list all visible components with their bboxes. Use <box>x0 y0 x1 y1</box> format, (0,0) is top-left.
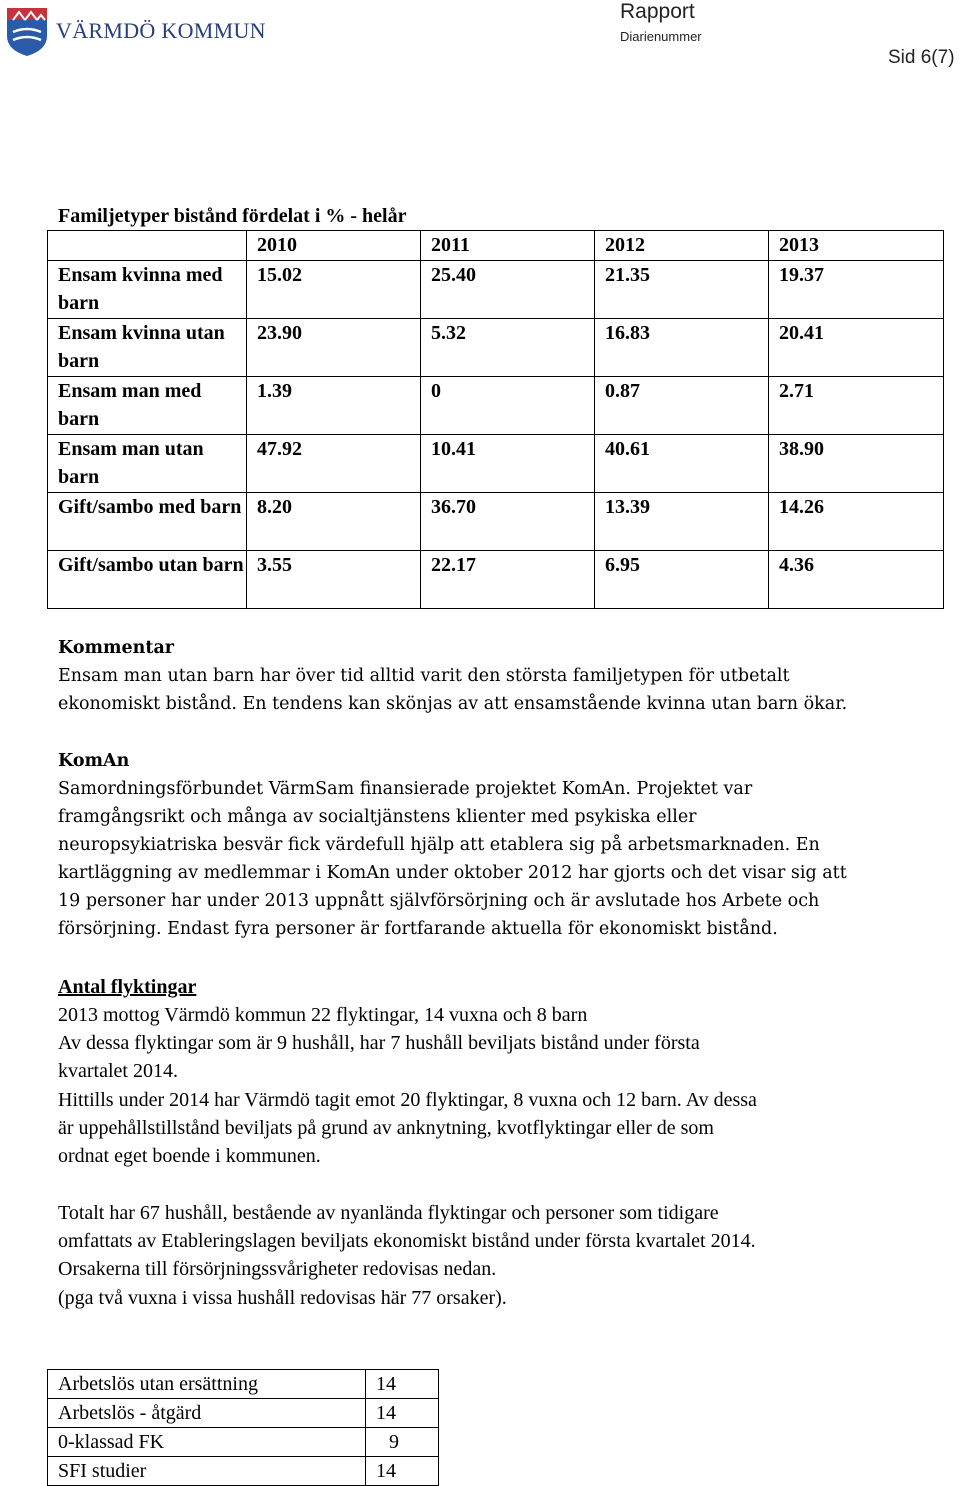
municipality-logo-icon <box>5 6 49 58</box>
family-types-table <box>47 230 944 609</box>
koman-heading: KomAn <box>58 751 130 771</box>
reason-count: 14 <box>366 1399 439 1428</box>
table-header-row <box>48 231 944 261</box>
reason-count: 14 <box>366 1370 439 1399</box>
table-row <box>48 550 944 608</box>
table-cell: 22.17 <box>421 550 595 608</box>
table-cell: 14.26 <box>769 492 944 550</box>
table-row <box>48 318 944 376</box>
table-cell: 38.90 <box>769 434 944 492</box>
row-label: Ensam man med barn <box>48 376 247 434</box>
year-header: 2011 <box>421 231 595 261</box>
year-header: 2010 <box>247 231 421 261</box>
header-empty-cell <box>48 231 247 261</box>
table-cell: 16.83 <box>595 318 769 376</box>
brand-name: VÄRMDÖ KOMMUN <box>56 18 266 43</box>
table-row <box>48 376 944 434</box>
year-header: 2013 <box>769 231 944 261</box>
totalt-line: Orsakerna till försörjningssvårigheter redovisas nedan. <box>58 1258 497 1280</box>
kommentar-heading: Kommentar <box>58 638 175 658</box>
table-cell: 0.87 <box>595 376 769 434</box>
reasons-table <box>47 1369 439 1486</box>
table-cell: 20.41 <box>769 318 944 376</box>
koman-line: 19 personer har under 2013 uppnått självförsörjning och är avslutade hos Arbete och <box>58 891 820 911</box>
table-cell: 15.02 <box>247 260 421 318</box>
kommentar-line: Ensam man utan barn har över tid alltid varit den största familjetypen för utbetalt <box>58 666 790 686</box>
reason-label: Arbetslös - åtgärd <box>48 1399 366 1428</box>
table-cell: 36.70 <box>421 492 595 550</box>
koman-line: Samordningsförbundet VärmSam finansierade projektet KomAn. Projektet var <box>58 779 753 799</box>
flyktingar-line: kvartalet 2014. <box>58 1060 178 1082</box>
table-row <box>48 492 944 550</box>
kommentar-line: ekonomiskt bistånd. En tendens kan skönjas av att ensamstående kvinna utan barn ökar. <box>58 694 848 714</box>
table-cell: 2.71 <box>769 376 944 434</box>
koman-line: försörjning. Endast fyra personer är fortfarande aktuella för ekonomiskt bistånd. <box>58 919 778 939</box>
totalt-line: omfattats av Etableringslagen beviljats ekonomiskt bistånd under första kvartalet 2014. <box>58 1230 756 1252</box>
row-label: Ensam man utan barn <box>48 434 247 492</box>
page-number: Sid 6(7) <box>888 47 955 68</box>
table-cell: 13.39 <box>595 492 769 550</box>
table-cell: 10.41 <box>421 434 595 492</box>
table-row <box>48 1370 439 1399</box>
table-row <box>48 260 944 318</box>
flyktingar-heading: Antal flyktingar <box>58 976 197 998</box>
table-row <box>48 1428 439 1457</box>
table-cell: 6.95 <box>595 550 769 608</box>
table-cell: 25.40 <box>421 260 595 318</box>
table-row <box>48 434 944 492</box>
table-cell: 8.20 <box>247 492 421 550</box>
table-cell: 47.92 <box>247 434 421 492</box>
table-cell: 4.36 <box>769 550 944 608</box>
row-label: Gift/sambo med barn <box>48 492 247 550</box>
table-cell: 23.90 <box>247 318 421 376</box>
totalt-line: (pga två vuxna i vissa hushåll redovisas här 77 orsaker). <box>58 1287 507 1309</box>
table-row <box>48 1457 439 1486</box>
table-cell: 5.32 <box>421 318 595 376</box>
table-row <box>48 1399 439 1428</box>
reason-label: SFI studier <box>48 1457 366 1486</box>
koman-line: neuropsykiatriska besvär fick värdefull hjälp att etablera sig på arbetsmarknaden. En <box>58 835 820 855</box>
flyktingar-line: Hittills under 2014 har Värmdö tagit emot 20 flyktingar, 8 vuxna och 12 barn. Av dessa <box>58 1089 757 1111</box>
totalt-line: Totalt har 67 hushåll, bestående av nyanlända flyktingar och personer som tidigare <box>58 1202 719 1224</box>
table-cell: 21.35 <box>595 260 769 318</box>
diarienummer-label: Diarienummer <box>620 29 702 44</box>
year-header: 2012 <box>595 231 769 261</box>
row-label: Ensam kvinna utan barn <box>48 318 247 376</box>
table-cell: 1.39 <box>247 376 421 434</box>
table-cell: 40.61 <box>595 434 769 492</box>
koman-line: framgångsrikt och många av socialtjänstens klienter med psykiska eller <box>58 807 697 827</box>
flyktingar-line: är uppehållstillstånd beviljats på grund av anknytning, kvotflyktingar eller de som <box>58 1117 714 1139</box>
koman-line: kartläggning av medlemmar i KomAn under oktober 2012 har gjorts och det visar sig att <box>58 863 847 883</box>
reason-label: Arbetslös utan ersättning <box>48 1370 366 1399</box>
table-cell: 0 <box>421 376 595 434</box>
table-cell: 19.37 <box>769 260 944 318</box>
row-label: Ensam kvinna med barn <box>48 260 247 318</box>
document-type: Rapport <box>620 0 695 23</box>
table-cell: 3.55 <box>247 550 421 608</box>
row-label: Gift/sambo utan barn <box>48 550 247 608</box>
flyktingar-line: 2013 mottog Värmdö kommun 22 flyktingar, 14 vuxna och 8 barn <box>58 1004 588 1026</box>
table-title: Familjetyper bistånd fördelat i % - helår <box>58 205 407 227</box>
reason-label: 0-klassad FK <box>48 1428 366 1457</box>
reason-count: 9 <box>366 1428 439 1457</box>
flyktingar-line: Av dessa flyktingar som är 9 hushåll, har 7 hushåll beviljats bistånd under första <box>58 1032 700 1054</box>
reason-count: 14 <box>366 1457 439 1486</box>
flyktingar-line: ordnat eget boende i kommunen. <box>58 1145 321 1167</box>
